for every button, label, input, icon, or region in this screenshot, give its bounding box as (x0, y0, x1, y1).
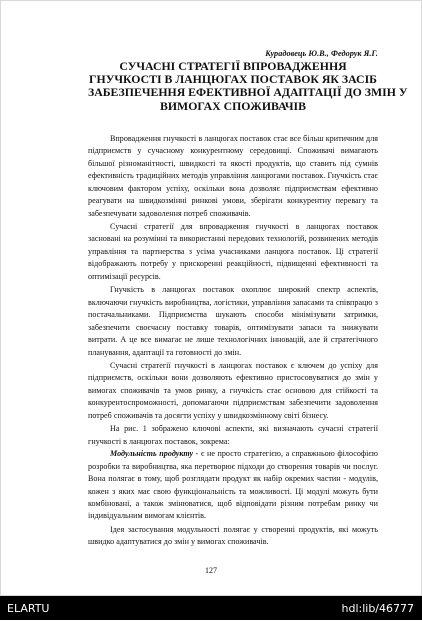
body-paragraph: Сучасні стратегії для впровадження гнучкості в ланцюгах поставок засновані на розумінні та використанні передових технологій, розвинених методів управління та партнерства з усіма учасниками ланцюга поставок. Ці стратегії відображають потребу у прискоренні реакційності, підвищенні ефективності та оптимізації ресурсів. (88, 221, 378, 281)
article-title (88, 59, 408, 113)
final-paragraph: Ідея застосування модульності полягає у створенні продуктів, які можуть швидко адаптуватися до змін у вимогах споживачів. (88, 524, 378, 547)
title-line: ВИМОГАХ СПОЖИВАЧІВ (160, 98, 306, 113)
page-number: 127 (205, 566, 217, 575)
repository-name: ELARTU (7, 602, 50, 615)
body-paragraph: Гнучкість в ланцюгах поставок охоплює широкий спектр аспектів, включаючи гнучкість виробництва, логістики, управління запасами та співпрацю з постачальниками. Підприємства шукають способи мінімізувати затримки, забезпечити своєчасну поставку товарів, оптимізувати запаси та знижувати витрати. А це все вимагає не лише технологічних інновацій, але й стратегічного планування, адаптації та готовності до змін. (88, 285, 378, 357)
handle-identifier: hdl:lib/46777 (341, 602, 414, 615)
modularity-text: - є не просто стратегією, а справжньою філософією розробки та виробництва, яка перетворює підходи до створення товарів чи послуг. Вона полягає в тому, щоб розглядати продукт як набір окремих частин - модулів, кожен з яких має свою функціональність та можливості. Ці модулі можуть бути комбіновані, а також змінюватися, щоб відповідати різним потребам ринку чи індивідуальним вимогам клієнтів. (88, 449, 378, 521)
article-authors: Курадовець Ю.В., Федорук Я.Г. (265, 49, 378, 58)
modularity-term: Модульність продукту (110, 449, 194, 459)
modularity-paragraph (88, 448, 378, 523)
body-paragraph: Сучасні стратегії гнучкості в ланцюгах поставок є ключем до успіху для підприємств, оскільки вони дозволяють ефективно пристосовуватися до змін у вимогах споживачів та умов ринку, а гнучкість стає основою для стійкості та конкурентоспроможності, допомагаючи підприємствам забезпечити задоволення потреб споживачів та досягти успіху у швидкозмінному світі бізнесу. (88, 360, 378, 420)
article-content (88, 49, 408, 549)
body-paragraph: На рис. 1 зображено ключові аспекти, які визначають сучасні стратегії гнучкості в ланцюгах поставок, зокрема: (88, 424, 378, 446)
body-paragraph: Впровадження гнучкості в ланцюгах поставок стає все більш критичним для підприємств у сучасному конкурентному середовищі. Споживачі вимагають більшої різноманітності, швидкості та якості продуктів, що ставить під сумнів ефективність традиційних методів управління ланцюгами поставок. Гнучкість стає ключовим фактором успіху, оскільки вона дозволяє підприємствам ефективно реагувати на швидкозмінні ринкові умови, зберігати конкурентну перевагу та забезпечувати задоволення потреб споживачів. (88, 133, 378, 218)
article-body (88, 133, 378, 549)
repository-footer (0, 596, 422, 620)
title-line: СУЧАСНІ СТРАТЕГІЇ ВПРОВАДЖЕННЯ (119, 59, 347, 73)
title-line: ГНУЧКОСТІ В ЛАНЦЮГАХ ПОСТАВОК ЯК ЗАСІБ (89, 72, 377, 87)
title-line: ЗАБЕЗПЕЧЕННЯ ЕФЕКТИВНОЇ АДАПТАЦІЇ ДО ЗМІН У (88, 85, 408, 100)
